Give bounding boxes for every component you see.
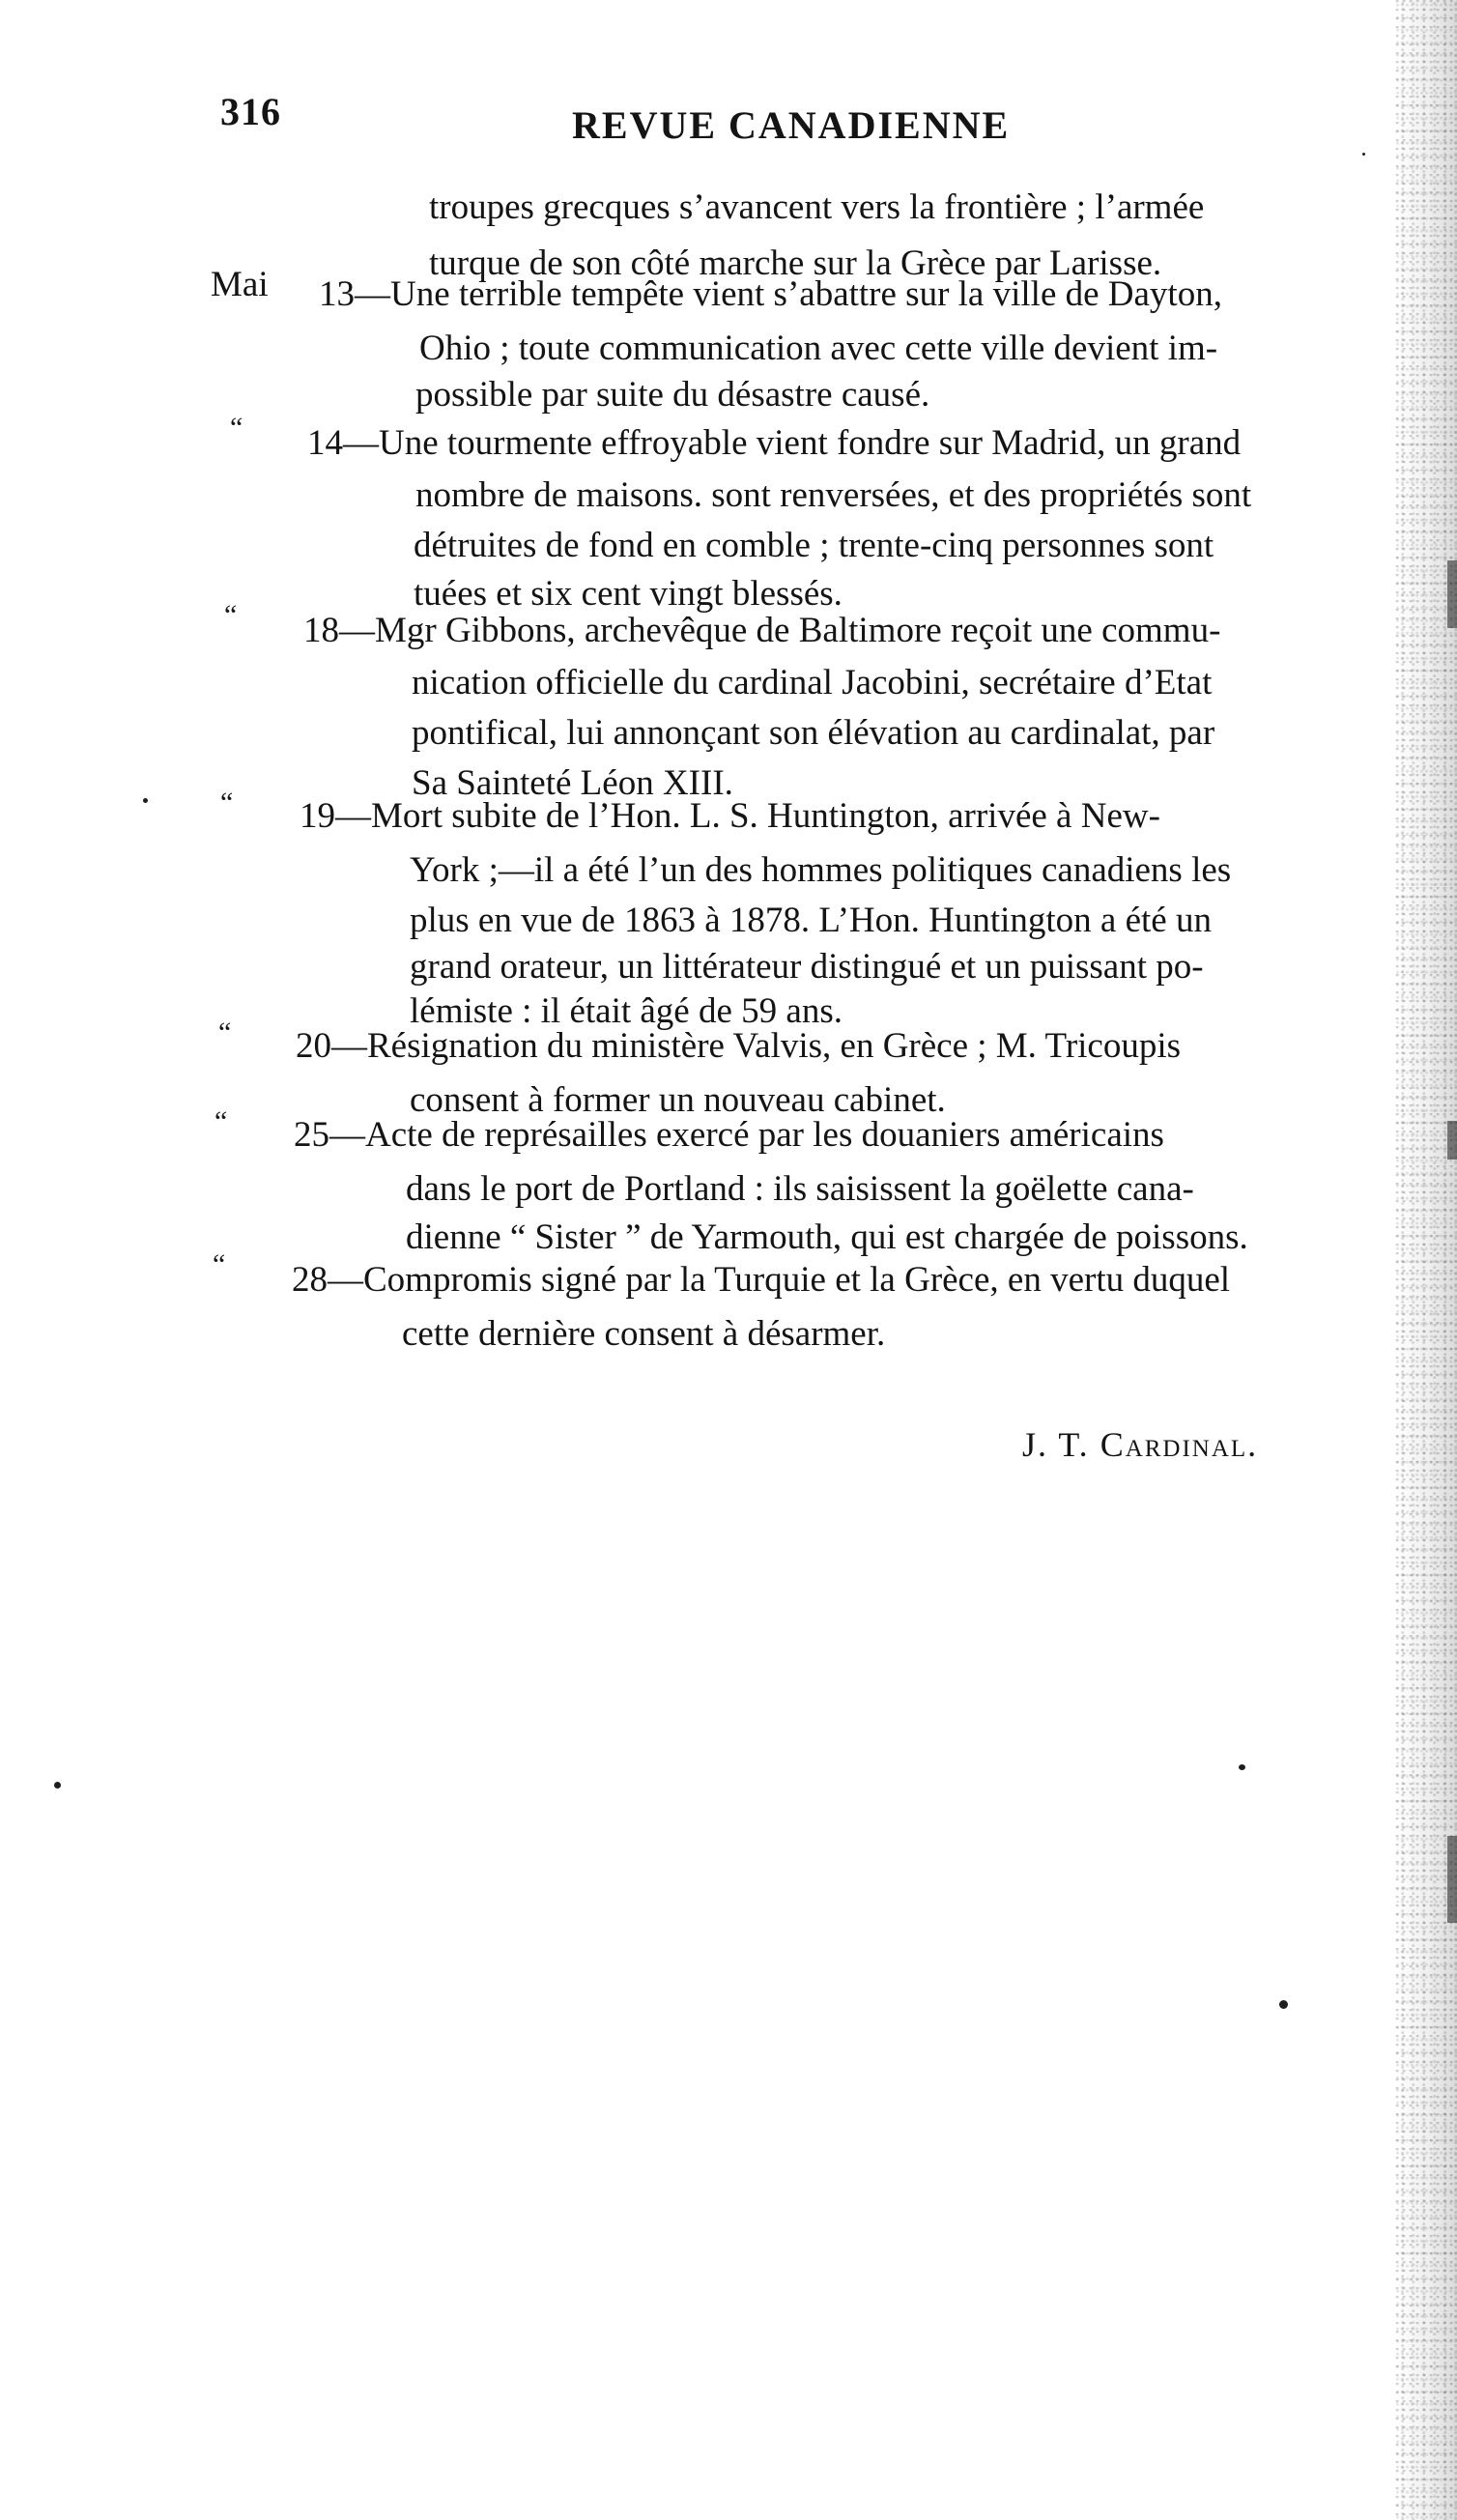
ditto-mark: “ — [224, 599, 238, 631]
entry-line: consent à former un nouveau cabinet. — [410, 1080, 946, 1120]
scan-edge-mark — [1447, 1836, 1457, 1923]
entry-line: 14—Une tourmente effroyable vient fondre sur Madrid, un grand — [307, 423, 1242, 463]
ditto-mark: “ — [220, 787, 234, 818]
ditto-mark: “ — [218, 1017, 232, 1048]
entry-line: nication officielle du cardinal Jacobini, secrétaire d’Etat — [412, 663, 1213, 702]
entry-line: 25—Acte de représailles exercé par les douaniers américains — [294, 1115, 1164, 1155]
entry-line: 19—Mort subite de l’Hon. L. S. Huntington, arrivée à New- — [300, 796, 1160, 836]
scan-speck — [1362, 153, 1365, 156]
page-number: 316 — [220, 90, 281, 133]
entry-line: cette dernière consent à désarmer. — [402, 1314, 886, 1354]
scan-speck — [1239, 1764, 1245, 1770]
ditto-mark: “ — [214, 1105, 228, 1137]
author-signature — [1022, 1424, 1258, 1465]
ditto-mark: “ — [230, 412, 243, 444]
entry-line: 28—Compromis signé par la Turquie et la Grèce, en vertu duquel — [292, 1260, 1231, 1300]
entry-line: Sa Sainteté Léon XIII. — [412, 763, 733, 803]
running-head: REVUE CANADIENNE — [572, 103, 1011, 147]
entry-line: York ;—il a été l’un des hommes politiques canadiens les — [410, 850, 1232, 890]
entry-line: 20—Résignation du ministère Valvis, en Grèce ; M. Tricoupis — [296, 1026, 1182, 1066]
entry-line: 18—Mgr Gibbons, archevêque de Baltimore reçoit une commu- — [303, 611, 1221, 650]
ditto-mark: “ — [213, 1248, 226, 1280]
entry-line: tuées et six cent vingt blessés. — [414, 574, 843, 614]
scan-speck — [1279, 2000, 1288, 2009]
entry-line: lémiste : il était âgé de 59 ans. — [410, 991, 843, 1031]
scan-speck — [54, 1782, 61, 1789]
author-name: Cardinal. — [1100, 1425, 1259, 1464]
entry-line: Ohio ; toute communication avec cette ville devient im- — [419, 329, 1218, 368]
entry-line: pontifical, lui annonçant son élévation au cardinalat, par — [412, 713, 1215, 753]
scan-speck — [143, 798, 148, 803]
scan-edge-noise — [1395, 0, 1457, 2520]
entry-line: 13—Une terrible tempête vient s’abattre sur la ville de Dayton, — [319, 274, 1222, 314]
scan-edge-mark — [1447, 560, 1457, 628]
author-initials: J. T. — [1022, 1425, 1090, 1464]
entry-line: dans le port de Portland : ils saisissent la goëlette cana- — [406, 1169, 1194, 1209]
entry-line: plus en vue de 1863 à 1878. L’Hon. Huntington a été un — [410, 901, 1212, 940]
entry-line: turque de son côté marche sur la Grèce par Larisse. — [429, 243, 1162, 283]
entry-line: possible par suite du désastre causé. — [415, 375, 930, 415]
entry-line: grand orateur, un littérateur distingué et un puissant po- — [410, 947, 1204, 987]
entry-line: troupes grecques s’avancent vers la frontière ; l’armée — [429, 187, 1205, 227]
month-label: Mai — [211, 265, 269, 304]
entry-line: dienne “ Sister ” de Yarmouth, qui est chargée de poissons. — [406, 1217, 1248, 1257]
entry-line: nombre de maisons. sont renversées, et des propriétés sont — [415, 475, 1252, 515]
entry-line: détruites de fond en comble ; trente-cinq personnes sont — [414, 526, 1214, 565]
scan-edge-mark — [1447, 1121, 1457, 1160]
